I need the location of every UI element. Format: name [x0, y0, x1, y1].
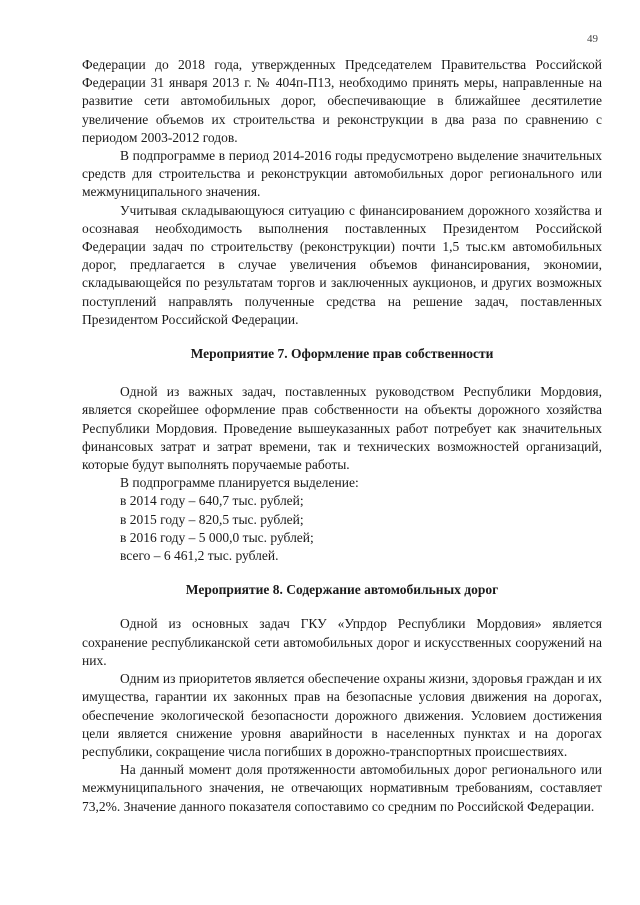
funding-line-2015: в 2015 году – 820,5 тыс. рублей; — [120, 511, 304, 527]
page-number: 49 — [587, 33, 598, 45]
section-8-heading: Мероприятие 8. Содержание автомобильных дорог — [185, 582, 499, 598]
section-8-paragraph-2: Одним из приоритетов является обеспечение охраны жизни, здоровья граждан и их имущества, гарантии их законных прав на безопасные условия движения на дорогах, обеспечение экологической безопасности дорожного движения. Условием достижения цели является снижение уровня аварийности в населенных пунктах и на дорогах республики, сокращение числа погибших в дорожно-транспортных происшествиях. — [82, 671, 602, 759]
section-8-paragraph-3: На данный момент доля протяженности автомобильных дорог регионального или межмуниципального значения, не отвечающих нормативным требованиям, составляет 73,2%. Значение данного показателя сопоставимо со средним по Российской Федерации. — [82, 762, 602, 814]
funding-intro: В подпрограмме планируется выделение: — [120, 475, 359, 491]
document-body — [82, 56, 602, 816]
section-8-paragraph-1: Одной из основных задач ГКУ «Упрдор Республики Мордовия» является сохранение республиканской сети автомобильных дорог и искусственных сооружений на них. — [82, 616, 602, 668]
funding-line-total: всего – 6 461,2 тыс. рублей. — [120, 548, 279, 564]
paragraph-subprogram-funding: В подпрограмме в период 2014-2016 годы предусмотрено выделение значительных средств для строительства и реконструкции автомобильных дорог регионального или межмуниципального значения. — [82, 148, 602, 200]
paragraph-financing-situation: Учитывая складывающуюся ситуацию с финансированием дорожного хозяйства и осознавая необходимость выполнения поставленных Президентом Российской Федерации задач по строительству (реконструкции) почти 1,5 тыс.км автомобильных дорог, предлагается в случае увеличения объемов финансирования, экономии, складывающейся по результатам торгов и заключенных аукционов, и других возможных поступлений направлять полученные средства на решение задач, поставленных Президентом Российской Федерации. — [82, 202, 602, 327]
section-7-paragraph: Одной из важных задач, поставленных руководством Республики Мордовия, является скорейшее оформление прав собственности на объекты дорожного хозяйства Республики Мордовия. Проведение вышеуказанных работ потребует как значительных финансовых затрат и затрат времени, так и технических возможностей организаций, которые будут выполнять поручаемые работы. — [82, 384, 602, 473]
funding-line-2014: в 2014 году – 640,7 тыс. рублей; — [120, 493, 304, 509]
funding-line-2016: в 2016 году – 5 000,0 тыс. рублей; — [120, 529, 314, 545]
paragraph-continuation: Федерации до 2018 года, утвержденных Председателем Правительства Российской Федерации 31 января 2013 г. № 404п-П13, необходимо принять меры, направленные на развитие сети автомобильных дорог, обеспечивающие в ближайшее десятилетие увеличение объемов их строительства и реконструкции в два раза по сравнению с периодом 2003-2012 годов. — [82, 57, 602, 145]
section-7-heading: Мероприятие 7. Оформление прав собственности — [190, 346, 494, 362]
